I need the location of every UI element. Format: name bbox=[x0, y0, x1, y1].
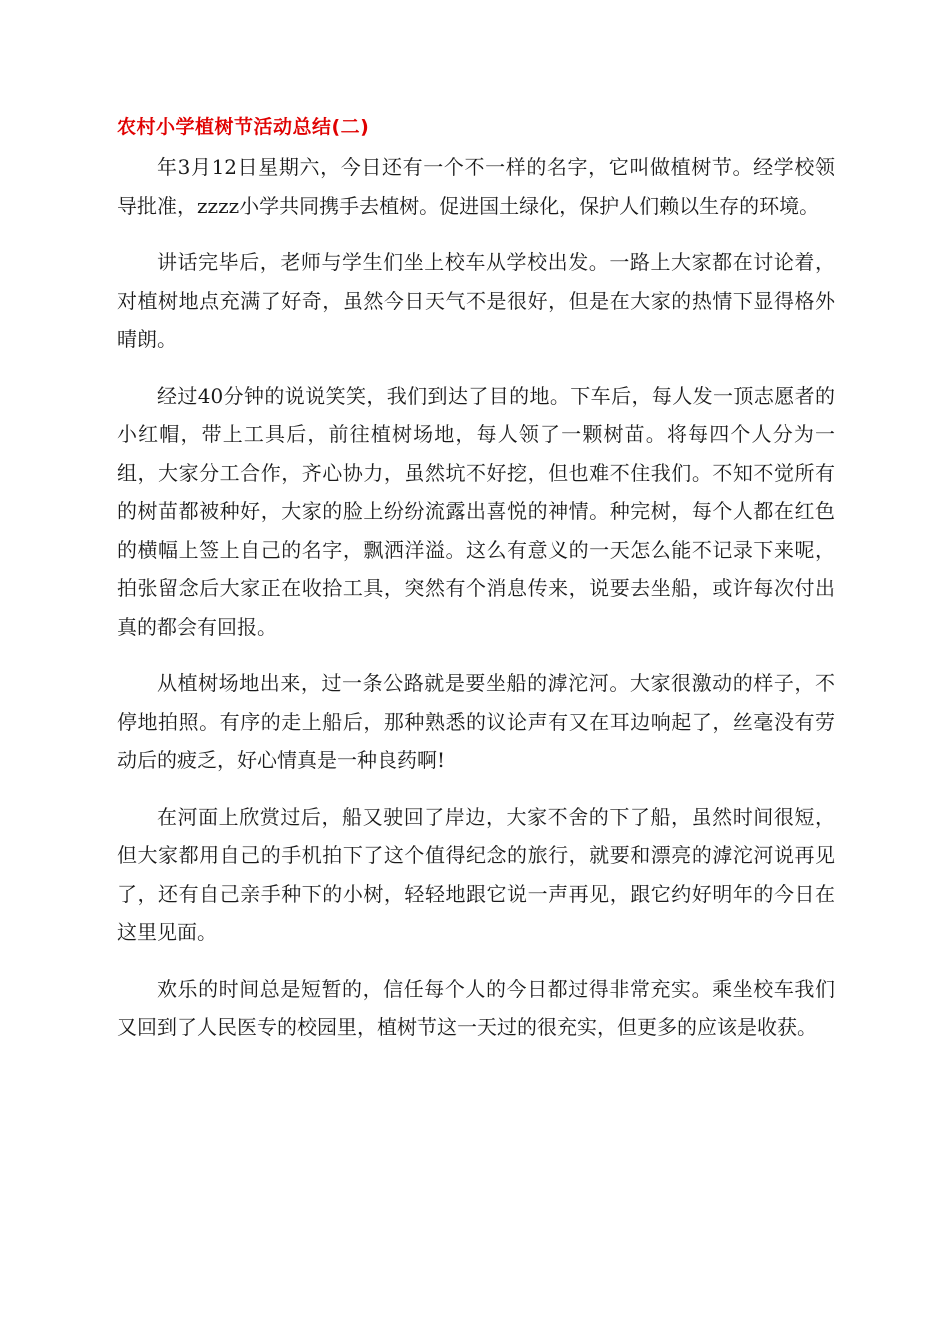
paragraph-2: 讲话完毕后，老师与学生们坐上校车从学校出发。一路上大家都在讨论着，对植树地点充满了好奇，虽然今日天气不是很好，但是在大家的热情下显得格外晴朗。 bbox=[117, 250, 835, 351]
paragraph-4: 从植树场地出来，过一条公路就是要坐船的滹沱河。大家很激动的样子，不停地拍照。有序的走上船后，那种熟悉的议论声有又在耳边响起了，丝毫没有劳动后的疲乏，好心情真是一种良药啊! bbox=[117, 671, 835, 772]
document-title: 农村小学植树节活动总结(二) bbox=[117, 116, 370, 138]
paragraph-5: 在河面上欣赏过后，船又驶回了岸边，大家不舍的下了船，虽然时间很短，但大家都用自己的手机拍下了这个值得纪念的旅行，就要和漂亮的滹沱河说再见了，还有自己亲手种下的小树，轻轻地跟它说一声再见，跟它约好明年的今日在这里见面。 bbox=[117, 804, 835, 944]
document-page bbox=[117, 112, 835, 1065]
paragraph-1: 年3月12日星期六，今日还有一个不一样的名字，它叫做植树节。经学校领导批准，zzzz小学共同携手去植树。促进国土绿化，保护人们赖以生存的环境。 bbox=[117, 155, 835, 218]
paragraph-6: 欢乐的时间总是短暂的，信任每个人的今日都过得非常充实。乘坐校车我们又回到了人民医专的校园里，植树节这一天过的很充实，但更多的应该是收获。 bbox=[117, 976, 835, 1039]
paragraph-3: 经过40分钟的说说笑笑，我们到达了目的地。下车后，每人发一顶志愿者的小红帽，带上工具后，前往植树场地，每人领了一颗树苗。将每四个人分为一组，大家分工合作，齐心协力，虽然坑不好挖，但也难不住我们。不知不觉所有的树苗都被种好，大家的脸上纷纷流露出喜悦的神情。种完树，每个人都在红色的横幅上签上自己的名字，飘洒洋溢。这么有意义的一天怎么能不记录下来呢，拍张留念后大家正在收拾工具，突然有个消息传来，说要去坐船，或许每次付出真的都会有回报。 bbox=[117, 383, 835, 639]
